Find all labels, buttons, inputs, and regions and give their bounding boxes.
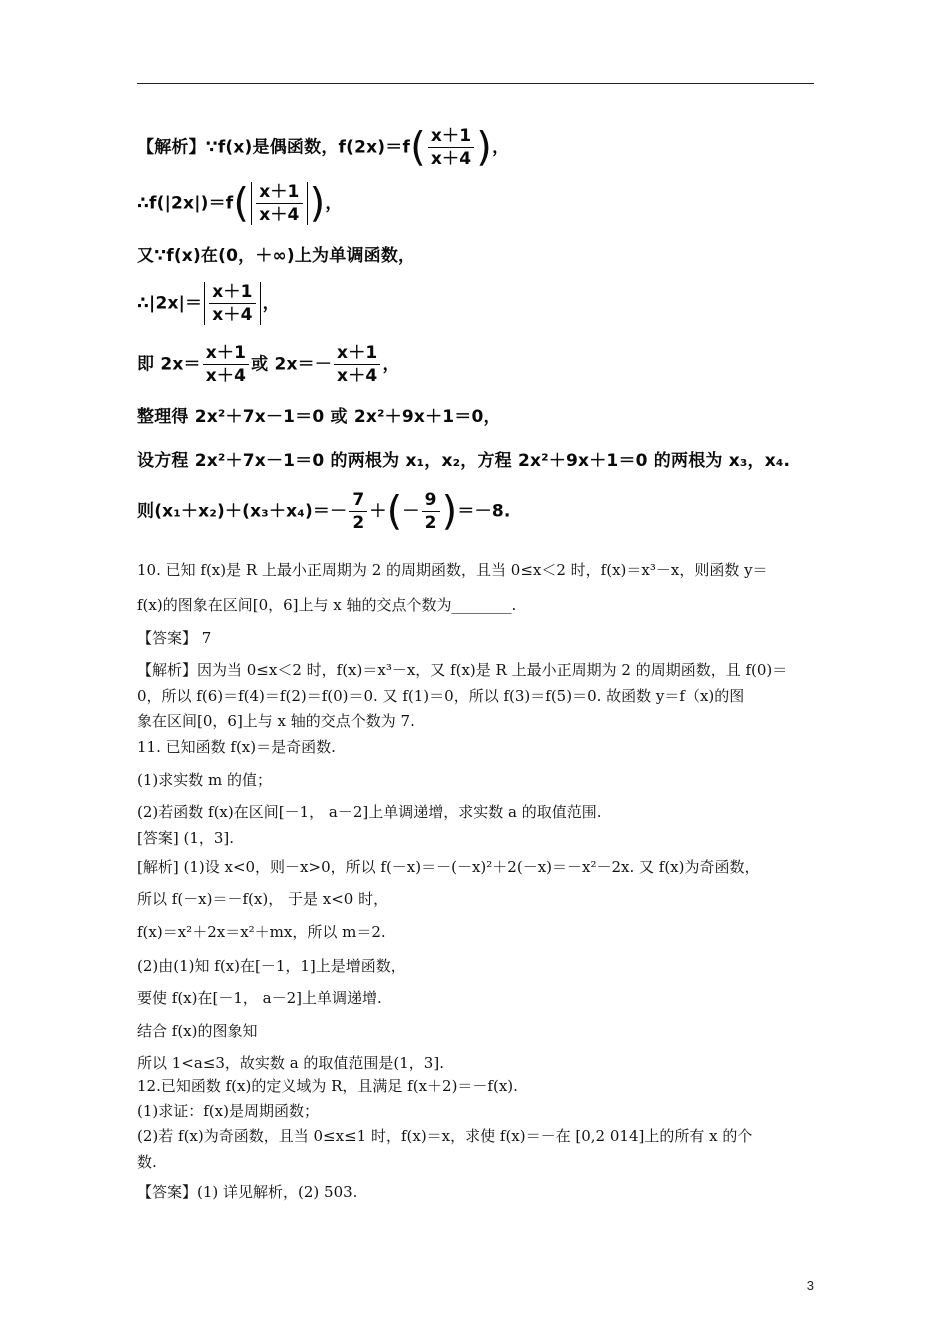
fraction-numerator: 9 <box>424 490 437 510</box>
fraction-denominator: x＋4 <box>334 364 380 386</box>
fraction-denominator: 2 <box>349 511 367 533</box>
q10-analysis-3: 象在区间[0，6]上与 x 轴的交点个数为 7. <box>137 712 415 730</box>
q12-answer: 【答案】(1) 详见解析，(2) 503. <box>137 1183 358 1201</box>
q12-line-1: 12.已知函数 f(x)的定义域为 R，且满足 f(x＋2)＝－f(x). <box>137 1077 518 1095</box>
solution-text: 或 2x＝－ <box>251 354 333 375</box>
solution-text: ， <box>262 293 280 314</box>
solution-text: 【解析】∵f(x)是偶函数，f(2x)＝f <box>137 137 411 158</box>
fraction <box>209 282 255 325</box>
solution-line-2 <box>137 182 343 225</box>
fraction <box>428 126 474 169</box>
solution-text: 设方程 2x²＋7x－1＝0 的两根为 x₁，x₂，方程 2x²＋9x＋1＝0 的两根为 x₃，x₄. <box>137 451 791 471</box>
fraction <box>349 490 367 533</box>
q10-line-1: 10. 已知 f(x)是 R 上最小正周期为 2 的周期函数，且当 0≤x＜2 时，f(x)＝x³－x，则函数 y＝ <box>137 561 768 579</box>
fraction-denominator: x＋4 <box>209 303 255 325</box>
paren-left: ( <box>233 180 250 227</box>
q10-answer: 【答案】 7 <box>137 629 212 647</box>
fraction <box>203 343 249 386</box>
absolute-value <box>204 282 260 325</box>
q11-analysis-1: [解析] (1)设 x<0，则－x>0，所以 f(－x)＝－(－x)²＋2(－x)＝－x²－2x. 又 f(x)为奇函数， <box>137 858 760 876</box>
q11-analysis-6: 结合 f(x)的图象知 <box>137 1022 258 1040</box>
header-rule <box>137 83 814 84</box>
solution-text: ∴f(|2x|)＝f <box>137 193 234 214</box>
fraction <box>422 490 440 533</box>
paren-right: ) <box>476 124 493 171</box>
q10-line-2: f(x)的图象在区间[0，6]上与 x 轴的交点个数为________. <box>137 596 517 614</box>
solution-text: ， <box>492 137 510 158</box>
q12-line-4: 数. <box>137 1153 157 1171</box>
q11-analysis-5: 要使 f(x)在[－1， a－2]上单调递增. <box>137 989 382 1007</box>
fraction-numerator: x＋1 <box>205 343 247 363</box>
solution-line-1 <box>137 126 509 169</box>
solution-line-4 <box>137 282 280 325</box>
paren-left: ( <box>386 488 403 535</box>
fraction <box>334 343 380 386</box>
q10-analysis-2: 0，所以 f(6)＝f(4)＝f(2)＝f(0)＝0. 又 f(1)＝0，所以 f(3)＝f(5)＝0. 故函数 y＝f（x)的图 <box>137 687 745 705</box>
q11-analysis-7: 所以 1<a≤3，故实数 a 的取值范围是(1，3]. <box>137 1054 444 1072</box>
q11-answer: [答案] (1，3]. <box>137 829 235 847</box>
fraction-numerator: x＋1 <box>212 282 253 302</box>
fraction-numerator: 7 <box>352 490 365 510</box>
solution-line-7 <box>137 449 790 473</box>
fraction-numerator: x＋1 <box>430 126 472 146</box>
solution-text: ＋ <box>369 501 387 522</box>
q11-analysis-2: 所以 f(－x)＝－f(x)， 于是 x<0 时， <box>137 890 389 908</box>
fraction-denominator: x＋4 <box>428 147 474 169</box>
solution-text: 则(x₁＋x₂)＋(x₃＋x₄)＝－ <box>137 501 348 522</box>
fraction-numerator: x＋1 <box>337 343 378 363</box>
q11-line-3: (2)若函数 f(x)在区间[－1， a－2]上单调递增，求实数 a 的取值范围. <box>137 803 602 821</box>
q11-line-1: 11. 已知函数 f(x)＝是奇函数. <box>137 738 336 756</box>
fraction-numerator: x＋1 <box>259 182 300 202</box>
paren-left: ( <box>410 124 426 171</box>
paren-right: ) <box>441 488 458 535</box>
q12-line-2: (1)求证：f(x)是周期函数； <box>137 1102 319 1120</box>
solution-line-8: 则(x₁＋x₂)＋(x₃＋x₄)＝－ $\frac{7}{2}$ ＋(－ $\frac{9}{2}$ )＝－8. <box>137 488 511 535</box>
fraction-denominator: x＋4 <box>256 203 302 225</box>
absolute-value <box>251 182 307 225</box>
paren-right: ) <box>309 180 326 227</box>
solution-text: 整理得 2x²＋7x－1＝0 或 2x²＋9x＋1＝0， <box>137 407 501 427</box>
solution-text: ＝－8. <box>457 501 511 522</box>
fraction <box>256 182 302 225</box>
q10-analysis-1: 【解析】因为当 0≤x＜2 时，f(x)＝x³－x，又 f(x)是 R 上最小正周期为 2 的周期函数，且 f(0)＝ <box>137 661 788 679</box>
fraction-denominator: x＋4 <box>203 364 249 386</box>
solution-text: 即 2x＝ <box>137 354 201 375</box>
solution-line-5 <box>137 343 400 386</box>
solution-text: ∴|2x|＝ <box>137 293 203 314</box>
q12-line-3: (2)若 f(x)为奇函数，且当 0≤x≤1 时，f(x)＝x，求使 f(x)＝－在 [0,2 014]上的所有 x 的个 <box>137 1127 753 1145</box>
q11-analysis-3: f(x)＝x²＋2x＝x²＋mx，所以 m＝2. <box>137 923 386 941</box>
solution-text: 又∵f(x)在(0，＋∞)上为单调函数， <box>137 246 416 266</box>
q11-analysis-4: (2)由(1)知 f(x)在[－1，1]上是增函数， <box>137 957 406 975</box>
solution-line-3 <box>137 244 415 268</box>
page-number: 3 <box>806 1278 814 1293</box>
solution-text: ， <box>325 193 343 214</box>
q11-line-2: (1)求实数 m 的值； <box>137 771 273 789</box>
fraction-denominator: 2 <box>422 511 440 533</box>
solution-line-6 <box>137 405 501 429</box>
solution-text: ， <box>382 354 400 375</box>
